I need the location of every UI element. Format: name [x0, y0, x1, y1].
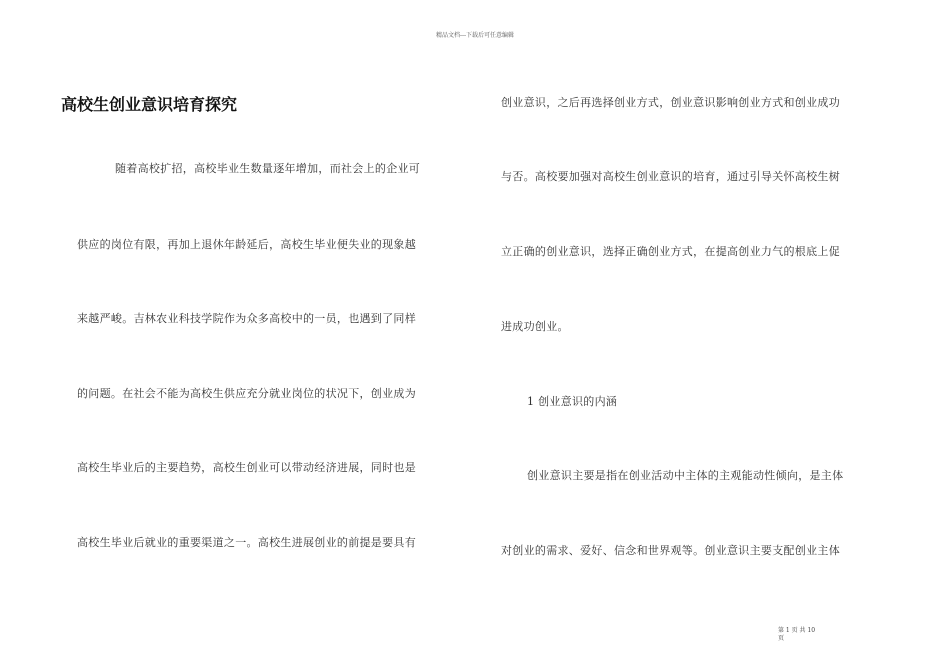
- right-line-2: 与否。高校要加强对高校生创业意识的培育，通过引导关怀高校生树: [501, 170, 840, 183]
- page-number: 第 1 页 共 10: [778, 627, 816, 634]
- right-line-7: 对创业的需求、爱好、信念和世界观等。创业意识主要支配创业主体: [501, 544, 840, 557]
- document-title: 高校生创业意识培育探究: [61, 95, 238, 114]
- left-line-4: 的问题。在社会不能为高校生供应充分就业岗位的状况下，创业成为: [77, 387, 416, 400]
- left-line-3: 来越严峻。吉林农业科技学院作为众多高校中的一员，也遇到了同样: [77, 312, 416, 325]
- left-line-6: 高校生毕业后就业的重要渠道之一。高校生进展创业的前提是要具有: [77, 536, 416, 549]
- left-line-5: 高校生毕业后的主要趋势，高校生创业可以带动经济进展，同时也是: [77, 461, 416, 474]
- page-number-suffix: 页: [778, 635, 785, 642]
- right-line-4: 进成功创业。: [501, 320, 569, 333]
- header-note: 精品文档---下载后可任意编辑: [435, 32, 515, 39]
- right-line-1: 创业意识，之后再选择创业方式，创业意识影响创业方式和创业成功: [501, 96, 840, 109]
- section-heading: 1 创业意识的内涵: [527, 395, 618, 408]
- left-line-1: 随着高校扩招，高校毕业生数量逐年增加，而社会上的企业可: [115, 162, 421, 175]
- left-line-2: 供应的岗位有限，再加上退休年龄延后，高校生毕业便失业的现象越: [77, 238, 416, 251]
- right-line-6: 创业意识主要是指在创业活动中主体的主观能动性倾向，是主体: [527, 469, 844, 482]
- right-line-3: 立正确的创业意识，选择正确创业方式，在提高创业力气的根底上促: [501, 245, 840, 258]
